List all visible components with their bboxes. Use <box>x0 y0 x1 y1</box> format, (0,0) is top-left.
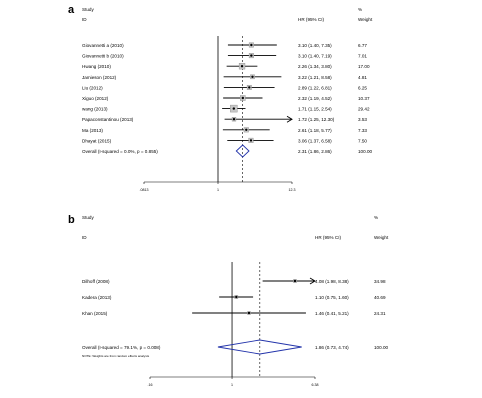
b-x-tick-label-0: .16 <box>147 383 153 387</box>
b-overall-hr-ci: 1.86 (0.73, 4.74) <box>315 345 349 350</box>
a-study-label-3: Jamieson (2012) <box>82 74 117 80</box>
b-weight-label-2: 24.31 <box>374 311 386 316</box>
a-weight-label-4: 6.25 <box>358 85 367 91</box>
a-header-percent: % <box>358 7 363 12</box>
b-note: NOTE: Weights are from random effects analysis <box>82 354 150 358</box>
a-overall-weight: 100.00 <box>358 149 373 154</box>
panel-b-label: b <box>68 214 75 226</box>
a-overall-hr-ci: 2.31 (1.86, 2.86) <box>298 149 332 154</box>
a-header-study: Study <box>82 7 94 12</box>
a-weight-label-9: 7.50 <box>358 138 367 144</box>
a-hr-ci-label-7: 1.72 (1.25, 12.30) <box>298 117 335 123</box>
a-weight-label-3: 4.81 <box>358 74 367 80</box>
a-hr-ci-label-1: 3.10 (1.40, 7.19) <box>298 53 332 59</box>
a-study-label-4: Liu (2012) <box>82 85 103 91</box>
a-hr-ci-label-6: 1.71 (1.15, 2.54) <box>298 106 332 112</box>
a-study-label-8: Ma (2013) <box>82 127 103 133</box>
b-header-percent: % <box>374 215 379 220</box>
a-header-weight: Weight <box>358 17 373 22</box>
a-hr-ci-label-5: 2.32 (1.19, 4.52) <box>298 96 332 101</box>
a-study-label-1: Giovannetti b (2010) <box>82 53 124 59</box>
b-header-weight: Weight <box>374 235 389 240</box>
a-header-hr: HR (95% CI) <box>298 17 325 22</box>
a-weight-label-7: 3.53 <box>358 117 367 123</box>
a-study-label-7: Papaconstantinou (2013) <box>82 117 134 123</box>
b-overall-label: Overall (I-squared = 79.1%, p = 0.008) <box>82 345 161 350</box>
b-overall-weight: 100.00 <box>374 345 389 350</box>
a-overall-label: Overall (I-squared = 0.0%, p = 0.855) <box>82 149 158 154</box>
b-weight-label-1: 40.69 <box>374 295 386 300</box>
a-study-label-5: Xiguo (2012) <box>82 96 109 101</box>
b-x-tick-label-1: 1 <box>231 383 234 387</box>
b-header-hr: HR (95% CI) <box>315 235 342 240</box>
a-weight-label-0: 6.77 <box>358 43 367 48</box>
b-hr-ci-label-0: 4.08 (1.98, 8.38) <box>315 279 349 284</box>
b-hr-ci-label-1: 1.10 (0.75, 1.60) <box>315 295 349 300</box>
a-hr-ci-label-9: 3.06 (1.37, 6.58) <box>298 138 332 144</box>
a-study-label-0: Giovannetti a (2010) <box>82 43 124 48</box>
b-point-estimate-2 <box>248 312 250 314</box>
b-study-label-2: Khan (2015) <box>82 311 108 316</box>
b-header-id: ID <box>82 235 87 240</box>
a-hr-ci-label-8: 2.61 (1.18, 5.77) <box>298 127 332 133</box>
b-study-label-1: Kadera (2013) <box>82 295 112 300</box>
panel-a-label: a <box>68 4 75 16</box>
a-x-tick-label-1: 1 <box>217 188 220 192</box>
a-study-label-6: wang (2013) <box>82 106 108 112</box>
a-hr-ci-label-4: 2.89 (1.22, 6.81) <box>298 85 332 91</box>
b-point-estimate-0 <box>294 280 296 282</box>
b-header-study: Study <box>82 215 94 220</box>
a-weight-label-5: 10.37 <box>358 96 370 101</box>
b-hr-ci-label-2: 1.46 (0.41, 5.21) <box>315 311 349 316</box>
a-hr-ci-label-3: 3.22 (1.21, 8.58) <box>298 74 332 80</box>
a-study-label-2: Hwang (2010) <box>82 64 111 70</box>
b-study-label-0: Dilhoff (2008) <box>82 279 110 284</box>
b-x-tick-label-2: 6.38 <box>311 383 319 387</box>
a-weight-label-8: 7.33 <box>358 127 367 133</box>
a-hr-ci-label-2: 2.26 (1.34, 3.80) <box>298 64 332 70</box>
a-x-tick-label-0: .0813 <box>139 188 149 192</box>
a-weight-label-6: 29.42 <box>358 106 370 112</box>
a-hr-ci-label-0: 3.10 (1.40, 7.35) <box>298 43 332 48</box>
a-weight-label-2: 17.00 <box>358 64 370 70</box>
a-header-id: ID <box>82 17 87 22</box>
b-weight-label-0: 34.98 <box>374 279 386 284</box>
a-study-label-9: Dhayat (2015) <box>82 138 112 144</box>
b-point-estimate-1 <box>235 296 237 298</box>
a-weight-label-1: 7.01 <box>358 53 367 59</box>
a-x-tick-label-2: 12.3 <box>288 188 296 192</box>
